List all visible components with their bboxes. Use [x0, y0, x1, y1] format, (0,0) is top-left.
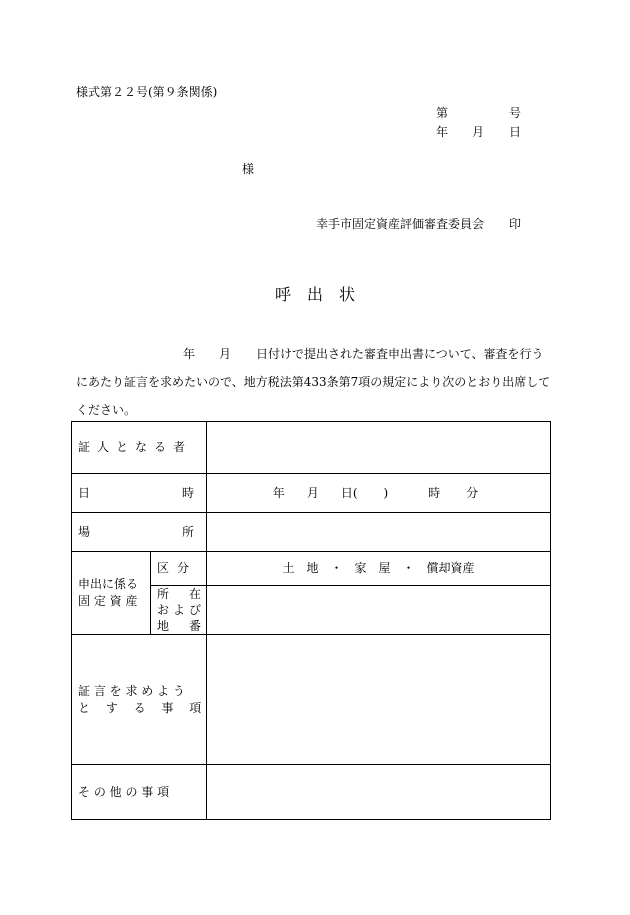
category-options[interactable]: 土 地 ・ 家 屋 ・ 償却資産 — [207, 552, 551, 586]
body-year-label: 年 — [183, 347, 196, 361]
witness-label: 証人となる者 — [72, 422, 207, 474]
testimony-value[interactable] — [207, 635, 551, 765]
property-label-line1: 申出に係る — [78, 577, 139, 591]
place-label-left: 場 — [78, 524, 91, 539]
datetime-label — [72, 474, 207, 513]
table-row — [72, 765, 551, 820]
datetime-value[interactable] — [207, 474, 551, 513]
issuer-name: 幸手市固定資産評価審査委員会 — [316, 217, 485, 231]
body-line-1: 日付けで提出された審査申出書について、審査を行う — [256, 347, 544, 361]
witness-value[interactable] — [207, 422, 551, 474]
category-label: 区分 — [151, 552, 207, 586]
datetime-minute: 分 — [466, 485, 479, 500]
property-label — [72, 552, 151, 635]
date-day-label: 日 — [509, 125, 522, 139]
body-line-2: にあたり証言を求めたいので、地方税法第433条第7項の規定により次のとおり出席して — [76, 375, 551, 389]
table-row — [72, 474, 551, 513]
document-title: 呼 出 状 — [274, 285, 355, 304]
place-value[interactable] — [207, 513, 551, 552]
summons-table — [71, 421, 551, 820]
recipient-honorific: 様 — [242, 162, 255, 176]
location-label-line3: 地 番 — [157, 619, 206, 633]
table-row — [72, 513, 551, 552]
testimony-label-line1: 証 言 を 求 め よ う — [78, 683, 185, 698]
body-line-3: ください。 — [76, 403, 137, 417]
table-row — [72, 635, 551, 765]
location-label-line1: 所 在 — [157, 587, 206, 601]
table-row — [72, 422, 551, 474]
location-value[interactable] — [207, 586, 551, 635]
form-number: 様式第２２号(第９条関係) — [76, 85, 218, 99]
testimony-label-line2: と す る 事 項 — [78, 700, 202, 715]
seal-mark: 印 — [509, 217, 522, 231]
body-month-label: 月 — [219, 347, 232, 361]
datetime-day: 日( — [340, 485, 358, 500]
testimony-label — [72, 635, 207, 765]
date-year-label: 年 — [436, 125, 449, 139]
date-month-label: 月 — [472, 125, 485, 139]
datetime-hour: 時 — [428, 485, 441, 500]
datetime-label-left: 日 — [78, 485, 91, 500]
location-label — [151, 586, 207, 635]
other-label: そ の 他 の 事 項 — [72, 765, 207, 820]
doc-number-suffix: 号 — [509, 106, 522, 120]
place-label-right: 所 — [182, 524, 195, 539]
doc-number-prefix: 第 — [436, 106, 449, 120]
property-label-line2: 固 定 資 産 — [78, 594, 138, 608]
datetime-year: 年 — [272, 485, 285, 500]
datetime-month: 月 — [306, 485, 319, 500]
datetime-label-right: 時 — [182, 485, 195, 500]
datetime-close: ) — [383, 485, 389, 500]
place-label — [72, 513, 207, 552]
table-row — [72, 552, 551, 586]
other-value[interactable] — [207, 765, 551, 820]
location-label-line2: および — [157, 603, 206, 617]
